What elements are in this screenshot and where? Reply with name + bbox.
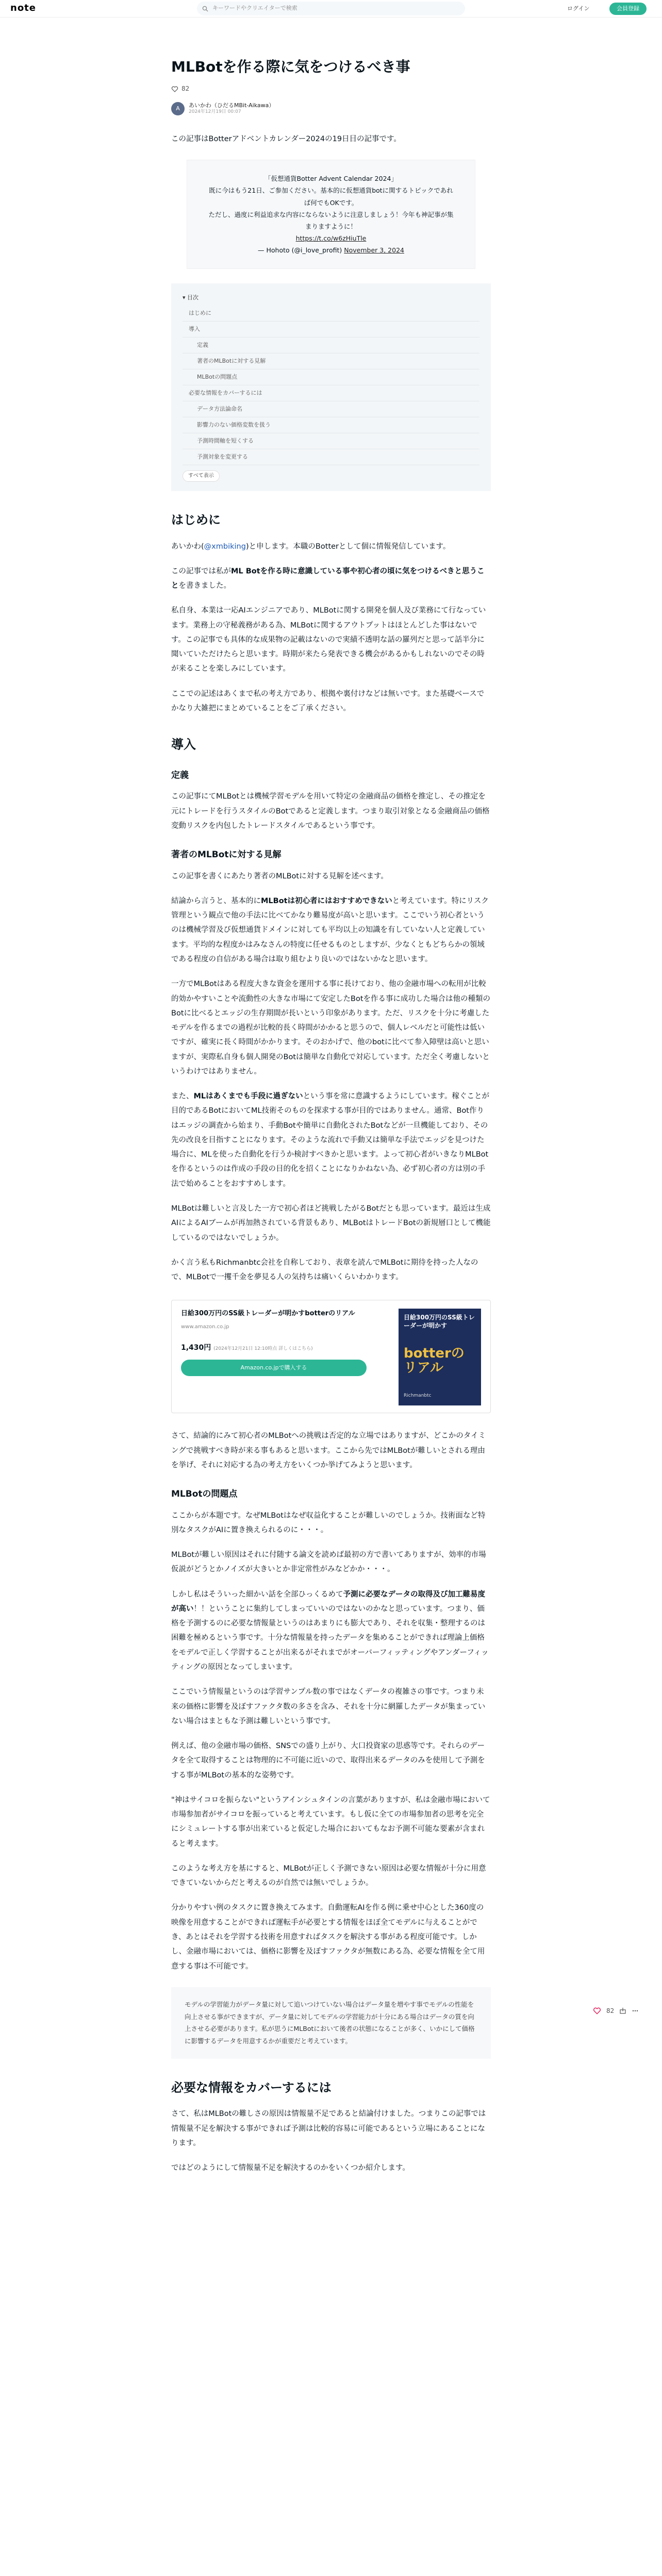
tweet-credit: — Hohoto (@i_love_profit) (258, 246, 342, 254)
site-header (0, 0, 662, 18)
paragraph: また、MLはあくまでも手段に過ぎないという事を常に意識するようにしています。稼ぐことが目的であるBotにおいてML技術そのものを探求する事が目的ではありません。通常、Bot作りはエッジの調査から始まり、手動Botや簡単に自動化されたBotなどが一旦機能しており、その先の改良を目指すことになります。そのような流れで手動又は簡単な手法でエッジを見つけた場合に、MLを使った自動化を行うか検討すべきかと思います。よって初心者がいきなりMLBotを作るというのは作成の手段の目的化を招くことになりかねない為、必ず初心者の方は別の手法で始めることをおすすめします。 (171, 1092, 490, 1188)
book-cover-image[interactable]: 日給300万円のSS級トレーダーが明かす botterのリアル Richmanbtc (399, 1309, 481, 1405)
paragraph: この記事を書くにあたり著者のMLBotに対する見解を述べます。 (171, 872, 388, 880)
toc-item[interactable]: MLBotの問題点 (183, 369, 479, 385)
toc-item[interactable]: 予測時間軸を短くする (183, 433, 479, 449)
toc-item[interactable]: 導入 (183, 321, 479, 337)
paragraph: この記事にてMLBotとは機械学習モデルを用いて特定の金融商品の価格を推定し、その推定を元にトレードを行うスタイルのBotであると定義します。つまり取引対象となる金融商品の価格変動リスクを内包したトレードスタイルであるという事です。 (171, 792, 490, 830)
share-icon[interactable] (619, 2007, 626, 2014)
side-action-bar (593, 2005, 639, 2017)
subsection-heading: MLBotの問題点 (171, 1489, 238, 1500)
paragraph: あいかわ(@xmbiking)と申します。本職のBotterとして個に情報発信しています。 (171, 542, 451, 551)
author-handle-link[interactable]: @xmbiking (204, 542, 246, 551)
publish-date: 2024年12月19日 00:07 (189, 109, 241, 115)
author-name[interactable]: あいかわ（ひだるMBit-Aikawa） (189, 101, 275, 109)
like-count: 82 (181, 85, 190, 93)
paragraph: このような考え方を基にすると、MLBotが正しく予測できない原因は必要な情報が十分に用意できていないからだと考えるのが自然では無いでしょうか。 (171, 1864, 486, 1888)
paragraph: MLBotが難しい原因はそれに付随する論文を読めば最初の方で書いてありますが、効率的市場仮説がどうとかノイズが大きいとか非定常性がみなどかか・・・。 (171, 1551, 486, 1574)
toc-item[interactable]: 必要な情報をカバーするには (183, 385, 479, 401)
tweet-line3: ただし、過度に利益追求な内容にならないように注意しましょう！今年も神記事が集まりますように！ (208, 210, 454, 230)
subsection-heading: 著者のMLBotに対する見解 (171, 850, 282, 860)
subsection-heading: 定義 (171, 770, 189, 781)
table-of-contents (171, 283, 491, 491)
tweet-line2: 既に今はもう21日、ご参加ください。基本的に仮想通貨botに関するトピックであれば何でもOKです。 (209, 187, 453, 207)
article-title: MLBotを作る際に気をつけるべき事 (171, 58, 410, 75)
search-icon (202, 6, 208, 12)
paragraph: 例えば、他の金融市場の価格、SNSでの盛り上がり、大口投資家の思惑等です。それらのデータを全て取得することは物理的に不可能に近いので、取得出来るデータのみを使用して予測をする事がMLBotの基本的な姿勢です。 (171, 1742, 485, 1780)
product-domain: www.amazon.co.jp (181, 1324, 229, 1330)
paragraph: ではどのようにして情報量不足を解決するのかをいくつか紹介します。 (171, 2164, 410, 2173)
note-logo[interactable]: note (10, 3, 36, 14)
search-input[interactable] (197, 2, 465, 15)
toc-item[interactable]: データ方法論命名 (183, 401, 479, 417)
paragraph: ここからが本題です。なぜMLBotはなぜ収益化することが難しいのでしょうか。技術面など特別なタスクがAIに置き換えられるのに・・・。 (171, 1511, 486, 1534)
paragraph: 分かりやすい例のタスクに置き換えてみます。自動運転AIを作る例に乗せ中心とした360度の映像を用意することができれば運転手が必要とする情報をほぼ全てモデルに与えることができ、あとはそれを学習する技術を用意すればタスクを解決する事がある程度可能です。しかし、金融市場においては、価格に影響を及ぼすファクタが無数にある為、必要な情報を全て用意する事は不可能です。 (171, 1904, 485, 1971)
section-heading: はじめに (171, 513, 221, 528)
tweet-line1: 「仮想通貨Botter Advent Calendar 2024」 (264, 175, 398, 183)
toc-item[interactable]: 著者のMLBotに対する見解 (183, 353, 479, 369)
paragraph: さて、結論的にみて初心者のMLBotへの挑戦は否定的な立場ではありますが、どこかのタイミングで挑戦すべき時が来る事もあると思います。ここから先ではMLBotが難しいとされる理由を挙げ、それに対応する為の考え方をいくつか挙げてみようと思います。 (171, 1432, 486, 1469)
heart-icon[interactable] (171, 86, 178, 93)
paragraph: 私自身、本業は一応AIエンジニアであり、MLBotに関する開発を個人及び業務にて行なっています。業務上の守秘義務がある為、MLBotに関するアウトプットはほとんどした事はないです。この記事でも具体的な成果物の記載はないので実績不透明な話の羅列だと思って話半分に聞いていただけたらと思います。時期が来たら発表できる機会があるかもしれないのでその時が来ることを楽しみにしています。 (171, 606, 486, 673)
embedded-tweet[interactable] (187, 160, 475, 269)
heart-icon[interactable] (593, 2007, 601, 2015)
paragraph: ここでの記述はあくまで私の考え方であり、根拠や裏付けなどは無いです。また基礎ベースでかなり大雑把にまとめていることをご了承ください。 (171, 689, 485, 713)
paragraph: "神はサイコロを振らない"というアインシュタインの言葉がありますが、私は金融市場において市場参加者がサイコロを振っていると考えています。もし仮に全ての市場参加者の思考を完全にシミュレートする事が出来ていると仮定した場合においてもなお予測不可能な要素が含まれると考えます。 (171, 1795, 490, 1848)
more-options-icon[interactable] (632, 2007, 639, 2014)
amazon-product-card[interactable] (171, 1300, 491, 1413)
side-like-count: 82 (606, 2007, 615, 2014)
paragraph: MLBotは難しいと言及した一方で初心者ほど挑戦したがるBotだとも思っています。最近は生成AIによるAIブームが再加熱されている背景もあり、MLBotはトレードBotの新規層口として機能しているのではないでしょうか。 (171, 1204, 491, 1242)
intro-text: この記事はBotterアドベントカレンダー2024の19日目の記事です。 (171, 134, 401, 143)
signup-button[interactable]: 会員登録 (609, 3, 647, 15)
paragraph: この記事では私がML Botを作る時に意識している事や初心者の頃に気をつけるべきと思うことを書きました。 (171, 567, 485, 590)
paragraph: かく言う私もRichmanbtc会社を自称しており、表章を読んでMLBotに期待を持った人なので、MLBotで一攫千金を夢見る人の気持ちは痛いくらいわかります。 (171, 1258, 478, 1282)
section-heading: 導入 (171, 737, 196, 752)
search-placeholder: キーワードやクリエイターで検索 (212, 5, 297, 12)
quote-block: モデルの学習能力がデータ量に対して追いつけていない場合はデータ量を増やす事でモデルの性能を向上させる事ができますが、データ量に対してモデルの学習能力が十分にある場合はデータの質を向上させる必要があります。私が思うにMLBotにおいて後者の状態になることが多く、いかにして価格に影響するデータを用意するかが重要だと考えています。 (171, 1987, 491, 2059)
section-heading: 必要な情報をカバーするには (171, 2080, 332, 2095)
product-price: 1,430円 (2024年12月21日 12:10時点 詳しくはこちら) (181, 1343, 313, 1352)
tweet-url-link[interactable]: https://t.co/w6zHiuTle (295, 234, 367, 242)
like-row (171, 83, 491, 95)
toc-show-all-button[interactable]: すべて表示 (183, 470, 220, 482)
paragraph: 結論から言うと、基本的にMLBotは初心者にはおすすめできないと考えています。特にリスク管理という観点で他の手法に比べてかなり難易度が高いと思います。ここでいう初心者というのは機械学習及び仮想通貨ドメインに対しても平均以上の知識を有していない人と定義しています。平均的な程度かはみなさんの特度に任せるものとしますが、少なくともどちらかの領域である程度の自信がある場合は取り組むより良いのではないかなと思います。 (171, 896, 489, 963)
paragraph: 一方でMLBotはある程度大きな資金を運用する事に長けており、他の金融市場への転用が比較的効かやすいことや流動性の大きな市場にて安定したBotを作る事に成功した場合は他の種類のBotに比べるとエッジの生存期間が長いという印象があります。ただ、リスクを十分に考慮したモデルを作るまでの過程が比較的長く時間がかかると思うので、個人レベルだと可能性は低いですが、確実に長く時間がかかります。そのおかげで、他のbotに比べて参入障壁は高いと思いますが、実際私自身も個人開発のBotは簡単な自動化で対応しています。ただ全く考慮しないというわけではありません。 (171, 980, 491, 1076)
author-block[interactable] (171, 102, 491, 115)
paragraph: さて、私はMLBotの難しさの原因は情報量不足であると結論付けました。つまりこの記事では情報量不足を解決する事ができれば予測は比較的容易に可能であるという立場にあることになります。 (171, 2110, 486, 2147)
tweet-date-link[interactable]: November 3, 2024 (344, 246, 404, 254)
product-title[interactable]: 日給300万円のSS級トレーダーが明かすbotterのリアル (181, 1310, 355, 1318)
login-button[interactable]: ログイン (567, 5, 590, 12)
article (171, 57, 491, 2185)
amazon-buy-button[interactable]: Amazon.co.jpで購入する (181, 1360, 367, 1376)
avatar[interactable]: A (171, 102, 185, 115)
paragraph: しかし私はそういった細かい話を全部ひっくるめて予測に必要なデータの取得及び加工難易度が高い！！ということに集約してしまっていいのではないのかなと思っています。つまり、価格を予測するのに必要な情報量というのはあまりにも膨大であり、それを収集・整理するのは困難を極めるという事です。十分な情報量を持ったデータを集めることができれば理論上価格をモデルで正しく学習することが出来るがそれまでがオーバーフィッティングやアンダーフィッティングの原因となってしまいます。 (171, 1590, 489, 1671)
toc-item[interactable]: 予測対象を変更する (183, 449, 479, 465)
toc-heading[interactable]: ▾ 目次 (183, 294, 199, 301)
toc-item[interactable]: はじめに (183, 306, 479, 321)
paragraph: ここでいう情報量というのは学習サンプル数の事ではなくデータの複雑さの事です。つまり未来の価格に影響を及ぼすファクタ数の多さを含み、それを十分に網羅したデータが集まっていない場合はまともな予測は難しいという事です。 (171, 1688, 486, 1725)
toc-item[interactable]: 影響力のない価格変数を扱う (183, 417, 479, 433)
toc-item[interactable]: 定義 (183, 337, 479, 353)
